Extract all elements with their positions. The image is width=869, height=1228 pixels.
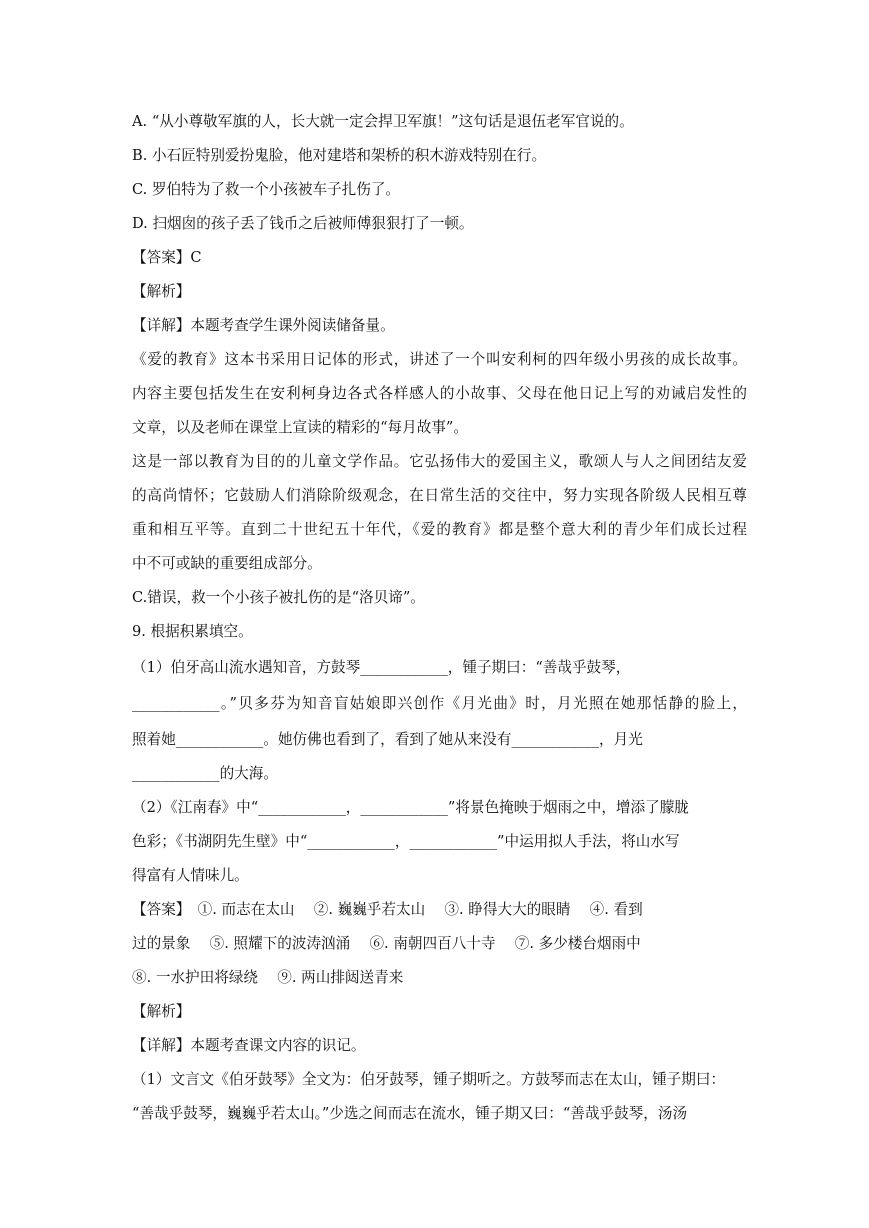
question-line: ____________。”贝多芬为知音盲姑娘即兴创作《月光曲》时，月光照在她那恬静的脸上，	[132, 695, 747, 712]
option-d: D. 扫烟囱的孩子丢了钱币之后被师傅狠狠打了一顿。	[132, 215, 474, 232]
paragraph-line: 重和相互平等。直到二十世纪五十年代，《爱的教育》都是整个意大利的青少年们成长过程	[132, 521, 747, 538]
paragraph-line: （1）文言文《伯牙鼓琴》全文为：伯牙鼓琴，锺子期听之。方鼓琴而志在太山，锺子期曰：	[132, 1071, 726, 1088]
question-line: 得富有人情味儿。	[132, 867, 249, 884]
question-line: （2）《江南春》中“____________，____________”将景色掩映于烟雨之中，增添了朦胧	[132, 799, 689, 816]
question-line: 照着她____________。她仿佛也看到了，看到了她从来没有____________，月光	[132, 731, 643, 748]
paragraph-line: 内容主要包括发生在安利柯身边各式各样感人的小故事、父母在他日记上写的劝诫启发性的	[132, 385, 747, 402]
question-line: 色彩；《书湖阴先生壁》中“____________，____________”中运用拟人手法，将山水写	[132, 833, 680, 850]
answer-line: ⑧. 一水护田将绿绕 ⑨. 两山排闼送青来	[132, 969, 404, 986]
paragraph-line: 的高尚情怀；它鼓励人们消除阶级观念，在日常生活的交往中，努力实现各阶级人民相互尊	[132, 487, 747, 504]
option-b: B. 小石匠特别爱扮鬼脸，他对建塔和架桥的积木游戏特别在行。	[132, 147, 547, 164]
paragraph-line: 文章，以及老师在课堂上宣读的精彩的“每月故事”。	[132, 419, 468, 436]
correction-line: C.错误，救一个小孩子被扎伤的是“洛贝谛”。	[132, 589, 425, 606]
paragraph-line: “善哉乎鼓琴，巍巍乎若太山。”少选之间而志在流水，锺子期又曰：“善哉乎鼓琴，汤汤	[132, 1105, 688, 1122]
answer-line: 【答案】C	[132, 249, 202, 266]
analysis-heading: 【解析】	[132, 283, 191, 300]
question-line: （1）伯牙高山流水遇知音，方鼓琴____________，锺子期曰：“善哉乎鼓琴，	[132, 659, 631, 676]
answer-line: 【答案】 ①. 而志在太山 ②. 巍巍乎若太山 ③. 睁得大大的眼睛 ④. 看到	[132, 901, 643, 918]
detail-line: 【详解】本题考查学生课外阅读储备量。	[132, 317, 395, 334]
paragraph-line: 这是一部以教育为目的的儿童文学作品。它弘扬伟大的爱国主义，歌颂人与人之间团结友爱	[132, 453, 747, 470]
option-c: C. 罗伯特为了救一个小孩被车子扎伤了。	[132, 181, 401, 198]
question-line: ____________的大海。	[132, 765, 278, 782]
analysis-heading: 【解析】	[132, 1003, 191, 1020]
paragraph-line: 中不可或缺的重要组成部分。	[132, 555, 322, 572]
option-a: A. “从小尊敬军旗的人，长大就一定会捍卫军旗！”这句话是退伍老军官说的。	[132, 113, 634, 130]
paragraph-line: 《爱的教育》这本书采用日记体的形式，讲述了一个叫安利柯的四年级小男孩的成长故事。	[132, 351, 747, 368]
detail-line: 【详解】本题考查课文内容的识记。	[132, 1037, 366, 1054]
question-9-heading: 9. 根据积累填空。	[132, 623, 253, 640]
answer-line: 过的景象 ⑤. 照耀下的波涛汹涌 ⑥. 南朝四百八十寺 ⑦. 多少楼台烟雨中	[132, 935, 641, 952]
